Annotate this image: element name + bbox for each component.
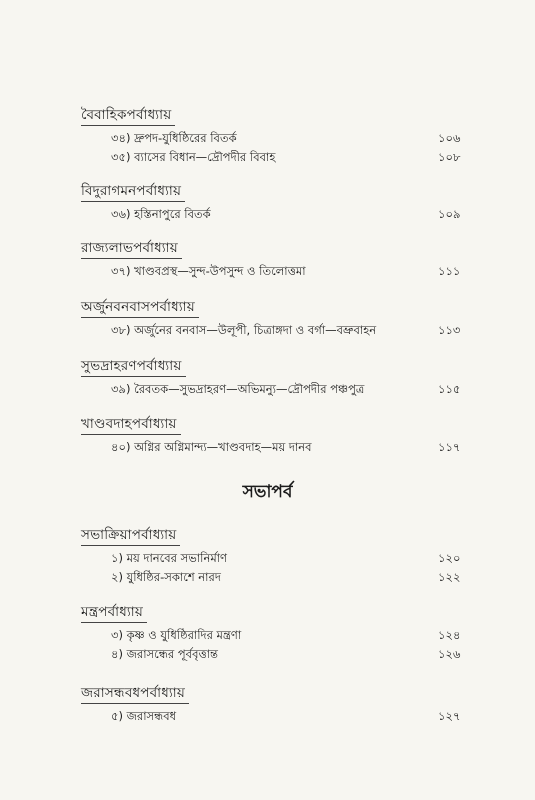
section-khandavdah [81,413,481,457]
entry-title: ৪) জরাসন্ধের পূর্ববৃত্তান্ত [111,647,218,661]
toc-entry [81,707,481,726]
toc-entry [81,148,481,167]
section-subhadraharan [81,355,481,399]
toc-entry [81,549,481,568]
page-number: ১২০ [438,551,461,565]
section-viduragaman [81,180,481,224]
part-heading: সভাপর্ব [242,482,293,502]
toc-entry [81,262,481,281]
section-arjun-vanavas [81,296,481,340]
toc-entry [81,645,481,664]
entry-title: ৩৪) দ্রুপদ-যুধিষ্ঠিরের বিতর্ক [111,131,237,145]
entry-title: ১) ময় দানবের সভানির্মাণ [111,551,227,565]
section-rajyalabh [81,237,481,281]
entry-title: ৪০) অগ্নির অগ্নিমান্দ্য—খাণ্ডবদাহ—ময় দানব [111,440,312,454]
section-title: অর্জুনবনবাসপর্বাধ্যায় [81,297,199,318]
page-number: ১১৩ [438,323,461,337]
page-number: ১০৬ [438,131,461,145]
section-mantra [81,601,481,664]
page-number: ১১৫ [438,382,461,396]
entry-title: ৩৭) খাণ্ডবপ্রস্থ—সুন্দ-উপসুন্দ ও তিলোত্তমা [111,264,306,278]
entry-title: ৩৫) ব্যাসের বিধান—দ্রৌপদীর বিবাহ [111,150,276,164]
page-number: ১২৪ [438,628,461,642]
section-title: জরাসন্ধবধপর্বাধ্যায় [81,683,189,704]
toc-entry [81,380,481,399]
page-number: ১২৬ [438,647,461,661]
toc-entry [81,205,481,224]
section-title: খাণ্ডবদাহপর্বাধ্যায় [81,414,181,435]
page-number: ১১৭ [438,440,461,454]
toc-entry [81,321,481,340]
page-number: ১২২ [438,570,461,584]
section-title: মন্ত্রপর্বাধ্যায় [81,602,147,623]
toc-entry [81,129,481,148]
page-number: ১০৯ [438,207,461,221]
section-title: সভাক্রিয়াপর্বাধ্যায় [81,525,180,546]
entry-title: ৩৮) অর্জুনের বনবাস—উলূপী, চিত্রাঙ্গদা ও বর্গা—বভ্রুবাহন [111,323,377,337]
toc-entry [81,626,481,645]
entry-title: ৩৯) রৈবতক—সুভদ্রাহরণ—অভিমন্যু—দ্রৌপদীর পঞ্চপুত্র [111,382,365,396]
section-sabhakriya [81,524,481,587]
page-number: ১০৮ [438,150,461,164]
section-jarasandhavadh [81,682,481,726]
toc-entry [81,568,481,587]
section-title: বিদুরাগমনপর্বাধ্যায় [81,181,185,202]
entry-title: ৩৬) হস্তিনাপুরে বিতর্ক [111,207,211,221]
entry-title: ৩) কৃষ্ণ ও যুধিষ্ঠিরাদির মন্ত্রণা [111,628,242,642]
entry-title: ২) যুধিষ্ঠির-সকাশে নারদ [111,570,221,584]
entry-title: ৫) জরাসন্ধবধ [111,709,177,723]
section-title: বৈবাহিকপর্বাধ্যায় [81,105,175,126]
toc-entry [81,438,481,457]
section-title: সুভদ্রাহরণপর্বাধ্যায় [81,356,186,377]
page-number: ১১১ [438,264,461,278]
page-number: ১২৭ [438,709,461,723]
section-title: রাজ্যলাভপর্বাধ্যায় [81,238,182,259]
section-vaivahik [81,104,481,167]
